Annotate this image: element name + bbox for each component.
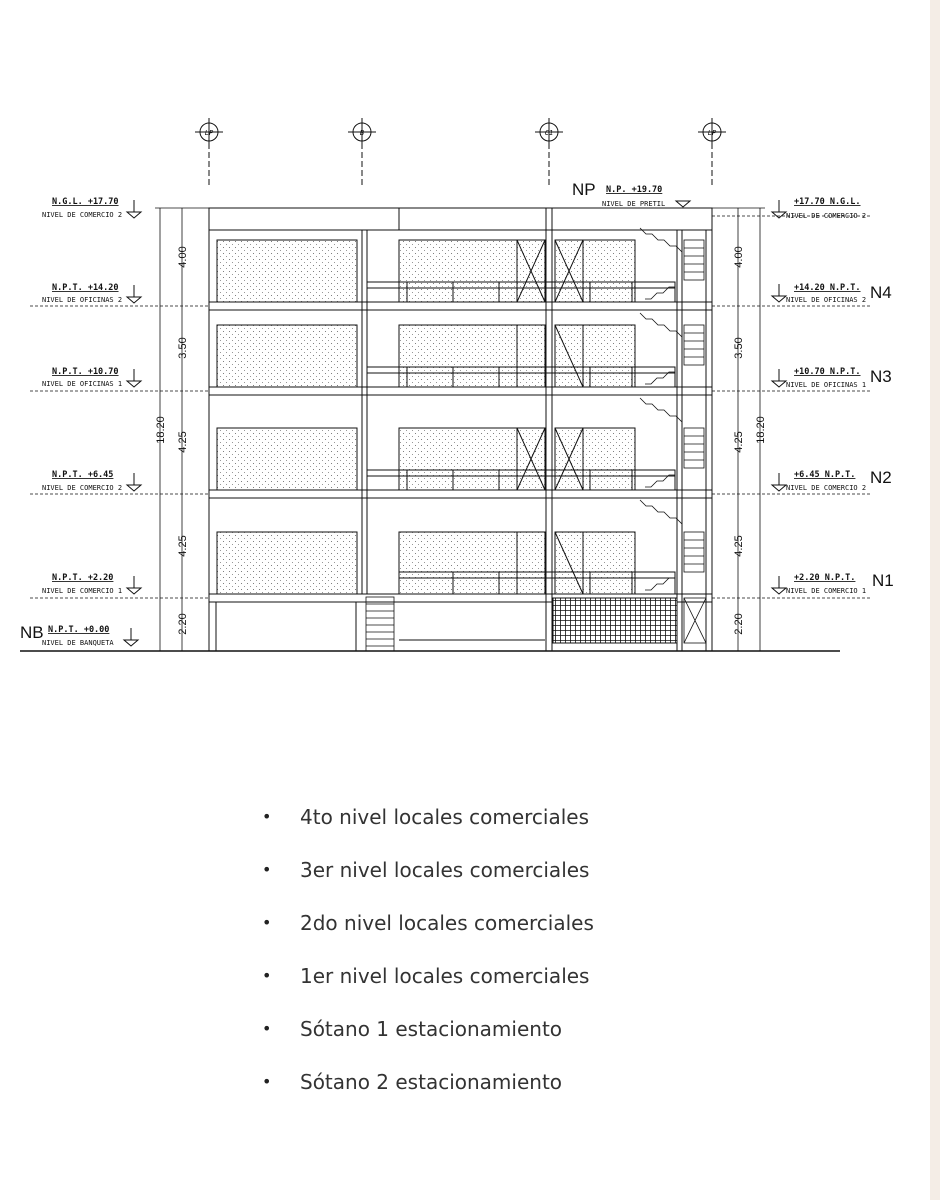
- level-sublabel: NIVEL DE COMERCIO 2: [42, 484, 123, 492]
- level-labels-right: [772, 197, 894, 595]
- level-label: N.P.T. +14.20: [52, 283, 119, 293]
- glazing-panels: [217, 240, 635, 594]
- level-label: +6.45 N.P.T.: [794, 470, 856, 480]
- level-label: N.P.T. +2.20: [52, 573, 114, 583]
- level-marker-icon: [127, 285, 141, 303]
- list-item: [262, 800, 594, 853]
- level-sublabel: NIVEL DE COMERCIO 1: [786, 587, 867, 595]
- level-sublabel: NIVEL DE OFICINAS 1: [42, 380, 123, 388]
- level-label: +14.20 N.P.T.: [794, 283, 861, 293]
- axis-label: C1: [544, 129, 554, 137]
- list-item: [262, 906, 594, 959]
- level-tag-nb: NB: [20, 623, 44, 642]
- dimension-value: 3.50: [733, 337, 745, 359]
- level-tag-np: NP: [572, 180, 596, 199]
- level-sublabel: NIVEL DE OFICINAS 2: [42, 296, 123, 304]
- page-edge-strip: [930, 0, 940, 1200]
- level-label: +10.70 N.P.T.: [794, 367, 861, 377]
- list-item: [262, 853, 594, 906]
- axis-marker-c1: [535, 118, 563, 185]
- list-item: [262, 959, 594, 1012]
- dimension-value: 4.25: [733, 431, 745, 453]
- bullet-icon: •: [262, 1072, 272, 1091]
- parapet-level-sublabel: NIVEL DE PRETIL: [602, 200, 666, 208]
- level-sublabel: NIVEL DE COMERCIO 2: [786, 484, 867, 492]
- total-height-value: 18.20: [155, 416, 167, 444]
- axis-label: LP: [707, 129, 717, 137]
- dimension-value: 2.20: [733, 613, 745, 635]
- level-sublabel: NIVEL DE COMERCIO 2: [786, 212, 867, 220]
- level-marker-icon: [772, 200, 786, 218]
- level-sublabel: NIVEL DE OFICINAS 2: [786, 296, 867, 304]
- ground-floor: [216, 598, 677, 651]
- total-height-value: 18.20: [755, 416, 767, 444]
- level-marker-icon: [772, 369, 786, 387]
- level-label: N.G.L. +17.70: [52, 197, 119, 207]
- level-tag-n3: N3: [870, 367, 892, 386]
- axis-marker-lp-right: [698, 118, 726, 185]
- dimension-value: 4.00: [733, 246, 745, 268]
- level-tag-n4: N4: [870, 283, 892, 302]
- list-item-text: Sótano 2 estacionamiento: [300, 1070, 563, 1094]
- level-marker-icon: [127, 473, 141, 491]
- level-sublabel: NIVEL DE COMERCIO 1: [42, 587, 123, 595]
- axis-label: B: [359, 129, 365, 137]
- bullet-icon: •: [262, 1019, 272, 1038]
- parapet-label: [572, 180, 690, 208]
- level-sublabel: NIVEL DE BANQUETA: [42, 639, 114, 647]
- list-item-text: Sótano 1 estacionamiento: [300, 1017, 563, 1041]
- axis-label: LP: [204, 129, 214, 137]
- axis-marker-b: [348, 118, 376, 185]
- bullet-icon: •: [262, 913, 272, 932]
- parapet-level-label: N.P. +19.70: [606, 185, 663, 195]
- list-item-text: 2do nivel locales comerciales: [300, 911, 594, 935]
- level-marker-icon: [676, 201, 690, 207]
- axis-markers: [195, 118, 726, 185]
- level-label: N.P.T. +0.00: [48, 625, 110, 635]
- level-marker-icon: [127, 576, 141, 594]
- list-item-text: 1er nivel locales comerciales: [300, 964, 590, 988]
- list-item: [262, 1065, 594, 1118]
- level-tag-n2: N2: [870, 468, 892, 487]
- dimension-value: 4.25: [177, 431, 189, 453]
- list-item-text: 3er nivel locales comerciales: [300, 858, 590, 882]
- level-sublabel: NIVEL DE COMERCIO 2: [42, 211, 123, 219]
- level-marker-icon: [127, 369, 141, 387]
- dimension-value: 4.25: [733, 535, 745, 557]
- level-marker-icon: [772, 473, 786, 491]
- list-item: [262, 1012, 594, 1065]
- level-marker-icon: [127, 200, 141, 218]
- level-tag-n1: N1: [872, 571, 894, 590]
- bullet-icon: •: [262, 966, 272, 985]
- dimension-value: 3.50: [177, 337, 189, 359]
- features-list: [262, 800, 594, 1118]
- level-sublabel: NIVEL DE OFICINAS 1: [786, 381, 867, 389]
- level-marker-icon: [124, 628, 138, 646]
- axis-marker-lp-left: [195, 118, 223, 185]
- dimension-value: 4.25: [177, 535, 189, 557]
- level-label: N.P.T. +6.45: [52, 470, 114, 480]
- level-marker-icon: [772, 284, 786, 302]
- bullet-icon: •: [262, 807, 272, 826]
- level-label: N.P.T. +10.70: [52, 367, 119, 377]
- level-labels-left: [20, 197, 141, 647]
- dimension-value: 2.20: [177, 613, 189, 635]
- level-label: +2.20 N.P.T.: [794, 573, 856, 583]
- dimension-value: 4.00: [177, 246, 189, 268]
- list-item-text: 4to nivel locales comerciales: [300, 805, 590, 829]
- level-marker-icon: [772, 576, 786, 594]
- bullet-icon: •: [262, 860, 272, 879]
- level-label: +17.70 N.G.L.: [794, 197, 861, 207]
